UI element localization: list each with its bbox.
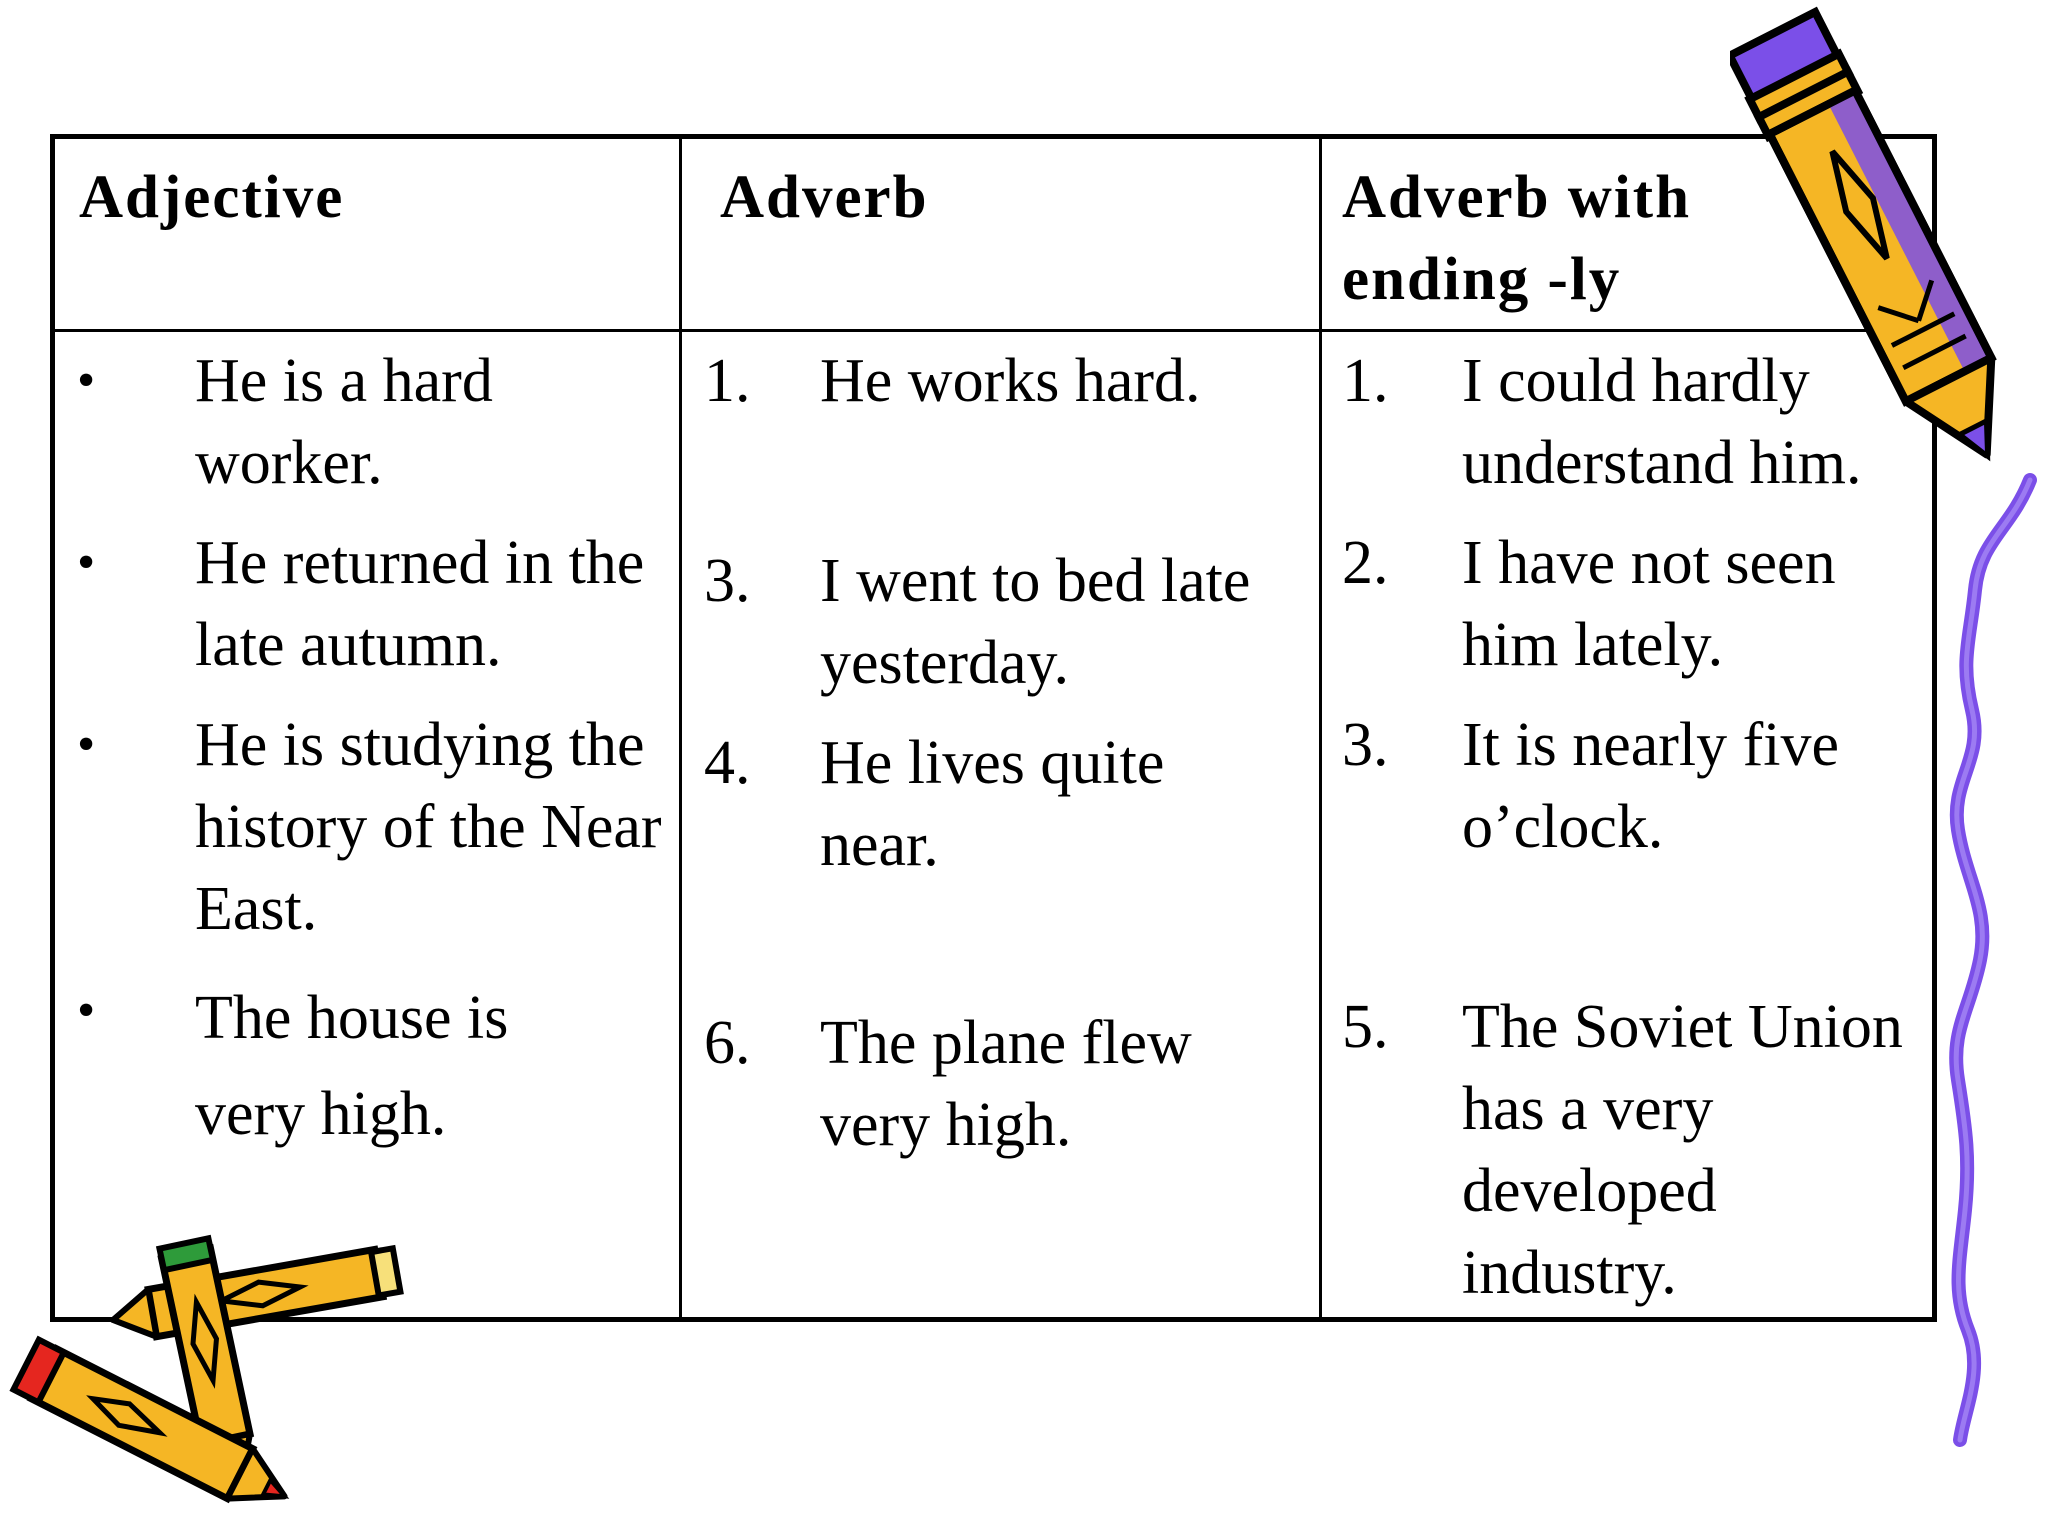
number-marker: 4. [704,729,751,797]
number-marker: 6. [704,1009,751,1077]
number-marker: 3. [704,547,751,615]
header-adverb: Adverb [720,164,929,231]
item-text: The Soviet Union has a very developed industry. [1462,993,1903,1307]
item-text: I have not seen him lately. [1462,529,1836,679]
number-marker: 1. [1342,347,1389,415]
item-text: It is nearly five o’clock. [1462,711,1840,861]
number-marker: 1. [704,347,751,415]
list-item [682,722,1319,886]
list-item [682,1002,1319,1166]
header-cell-adjective [53,137,681,331]
list-item [55,522,679,686]
list-item [55,704,679,950]
number-marker: 3. [1342,711,1389,779]
item-text: He returned in the late autumn. [195,529,645,679]
purple-squiggle [1940,470,2040,1450]
adverb-column [681,331,1321,1320]
adjective-column [53,331,681,1320]
list-item [1322,522,1932,686]
bullet-marker: • [77,534,96,591]
number-marker: 2. [1342,529,1389,597]
item-text: He works hard. [820,347,1201,415]
list-item [682,540,1319,704]
item-text: The plane flew very high. [820,1009,1192,1159]
bullet-marker: • [77,982,96,1039]
list-item [1322,704,1932,868]
number-marker: 5. [1342,993,1389,1061]
item-text: He is studying the history of the Near East. [195,711,662,943]
body-row [53,331,1935,1320]
bullet-marker: • [77,352,96,409]
adverb-table [50,134,1937,1322]
yellow-pencil-icon [1730,0,2030,490]
bullet-marker: • [77,716,96,773]
item-text: I went to bed late yesterday. [820,547,1251,697]
header-adjective: Adjective [79,164,345,231]
header-cell-adverb [681,137,1321,331]
item-text: He is a hard worker. [195,347,493,497]
list-item [1322,986,1932,1314]
item-text: He lives quite near. [820,729,1165,879]
header-row [53,137,1935,331]
list-item [55,340,679,504]
list-item [55,970,679,1162]
item-text: The house is very high. [195,984,509,1148]
crossed-pencils-icon [0,1230,420,1536]
header-adverb-ly: Adverb with ending -ly [1342,164,1692,313]
item-text: I could hardly understand him. [1462,347,1862,497]
list-item [682,340,1319,422]
